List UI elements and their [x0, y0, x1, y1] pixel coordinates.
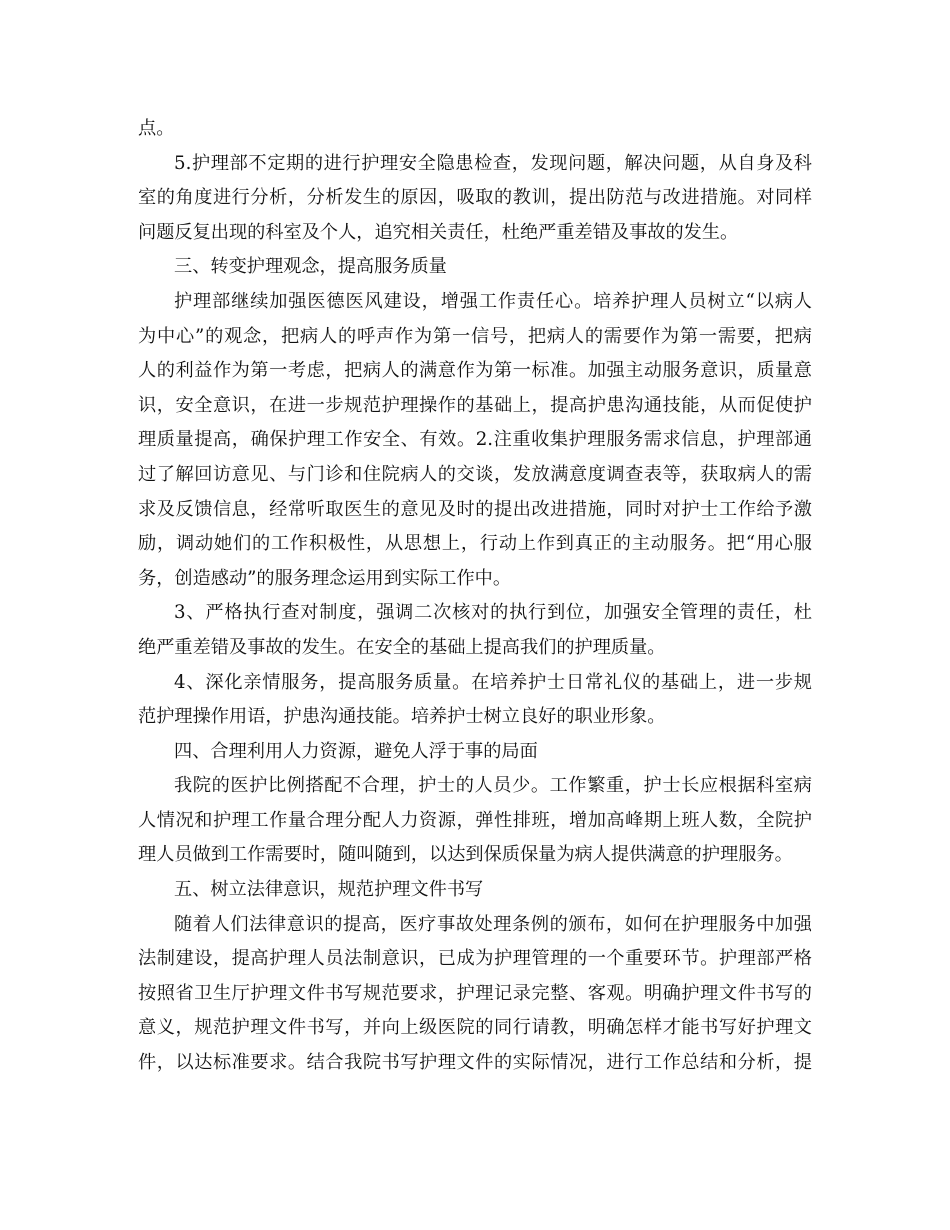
text-line: 人的利益作为第一考虑，把病人的满意作为第一标准。加强主动服务意识，质量意: [138, 360, 812, 382]
text-line: 四、合理利用人力资源，避免人浮于事的局面: [174, 740, 538, 762]
text-line: 4、深化亲情服务，提高服务质量。在培养护士日常礼仪的基础上，进一步规: [174, 671, 812, 693]
text-line: 护理部继续加强医德医风建设，增强工作责任心。培养护理人员树立“以病人: [174, 290, 812, 312]
text-line: 法制建设，提高护理人员法制意识，已成为护理管理的一个重要环节。护理部严格: [138, 948, 812, 970]
text-line: 我院的医护比例搭配不合理，护士的人员少。工作繁重，护士长应根据科室病: [174, 775, 812, 797]
text-line: 为中心”的观念，把病人的呼声作为第一信号，把病人的需要作为第一需要，把病: [138, 325, 812, 347]
text-line: 人情况和护理工作量合理分配人力资源，弹性排班，增加高峰期上班人数，全院护: [138, 809, 812, 831]
text-line: 求及反馈信息，经常听取医生的意见及时的提出改进措施，同时对护士工作给予激: [138, 498, 812, 520]
text-line: 三、转变护理观念，提高服务质量: [174, 256, 447, 278]
text-line: 问题反复出现的科室及个人，追究相关责任，杜绝严重差错及事故的发生。: [138, 221, 739, 243]
text-line: 3、严格执行查对制度，强调二次核对的执行到位，加强安全管理的责任，杜: [174, 602, 812, 624]
text-line: 理质量提高，确保护理工作安全、有效。2.注重收集护理服务需求信息，护理部通: [138, 429, 812, 451]
text-line: 过了解回访意见、与门诊和住院病人的交谈，发放满意度调查表等，获取病人的需: [138, 463, 812, 485]
text-line: 范护理操作用语，护患沟通技能。培养护士树立良好的职业形象。: [138, 706, 666, 728]
document-body: [138, 112, 812, 1081]
text-line: 按照省卫生厅护理文件书写规范要求，护理记录完整、客观。明确护理文件书写的: [138, 982, 812, 1004]
text-line: 务，创造感动”的服务理念运用到实际工作中。: [138, 567, 512, 589]
text-line: 5.护理部不定期的进行护理安全隐患检查，发现问题，解决问题，从自身及科: [174, 152, 812, 174]
text-line: 识，安全意识，在进一步规范护理操作的基础上，提高护患沟通技能，从而促使护: [138, 394, 812, 416]
text-line: 件，以达标准要求。结合我院书写护理文件的实际情况，进行工作总结和分析，提: [138, 1052, 812, 1074]
text-line: 理人员做到工作需要时，随叫随到，以达到保质保量为病人提供满意的护理服务。: [138, 844, 793, 866]
text-line: 绝严重差错及事故的发生。在安全的基础上提高我们的护理质量。: [138, 636, 666, 658]
text-line: 室的角度进行分析，分析发生的原因，吸取的教训，提出防范与改进措施。对同样: [138, 187, 812, 209]
text-line: 励，调动她们的工作积极性，从思想上，行动上作到真正的主动服务。把“用心服: [138, 533, 812, 555]
text-line: 意义，规范护理文件书写，并向上级医院的同行请教，明确怎样才能书写好护理文: [138, 1017, 812, 1039]
text-line: 随着人们法律意识的提高，医疗事故处理条例的颁布，如何在护理服务中加强: [174, 913, 812, 935]
text-line: 点。: [138, 118, 175, 139]
text-line: 五、树立法律意识，规范护理文件书写: [174, 879, 484, 901]
